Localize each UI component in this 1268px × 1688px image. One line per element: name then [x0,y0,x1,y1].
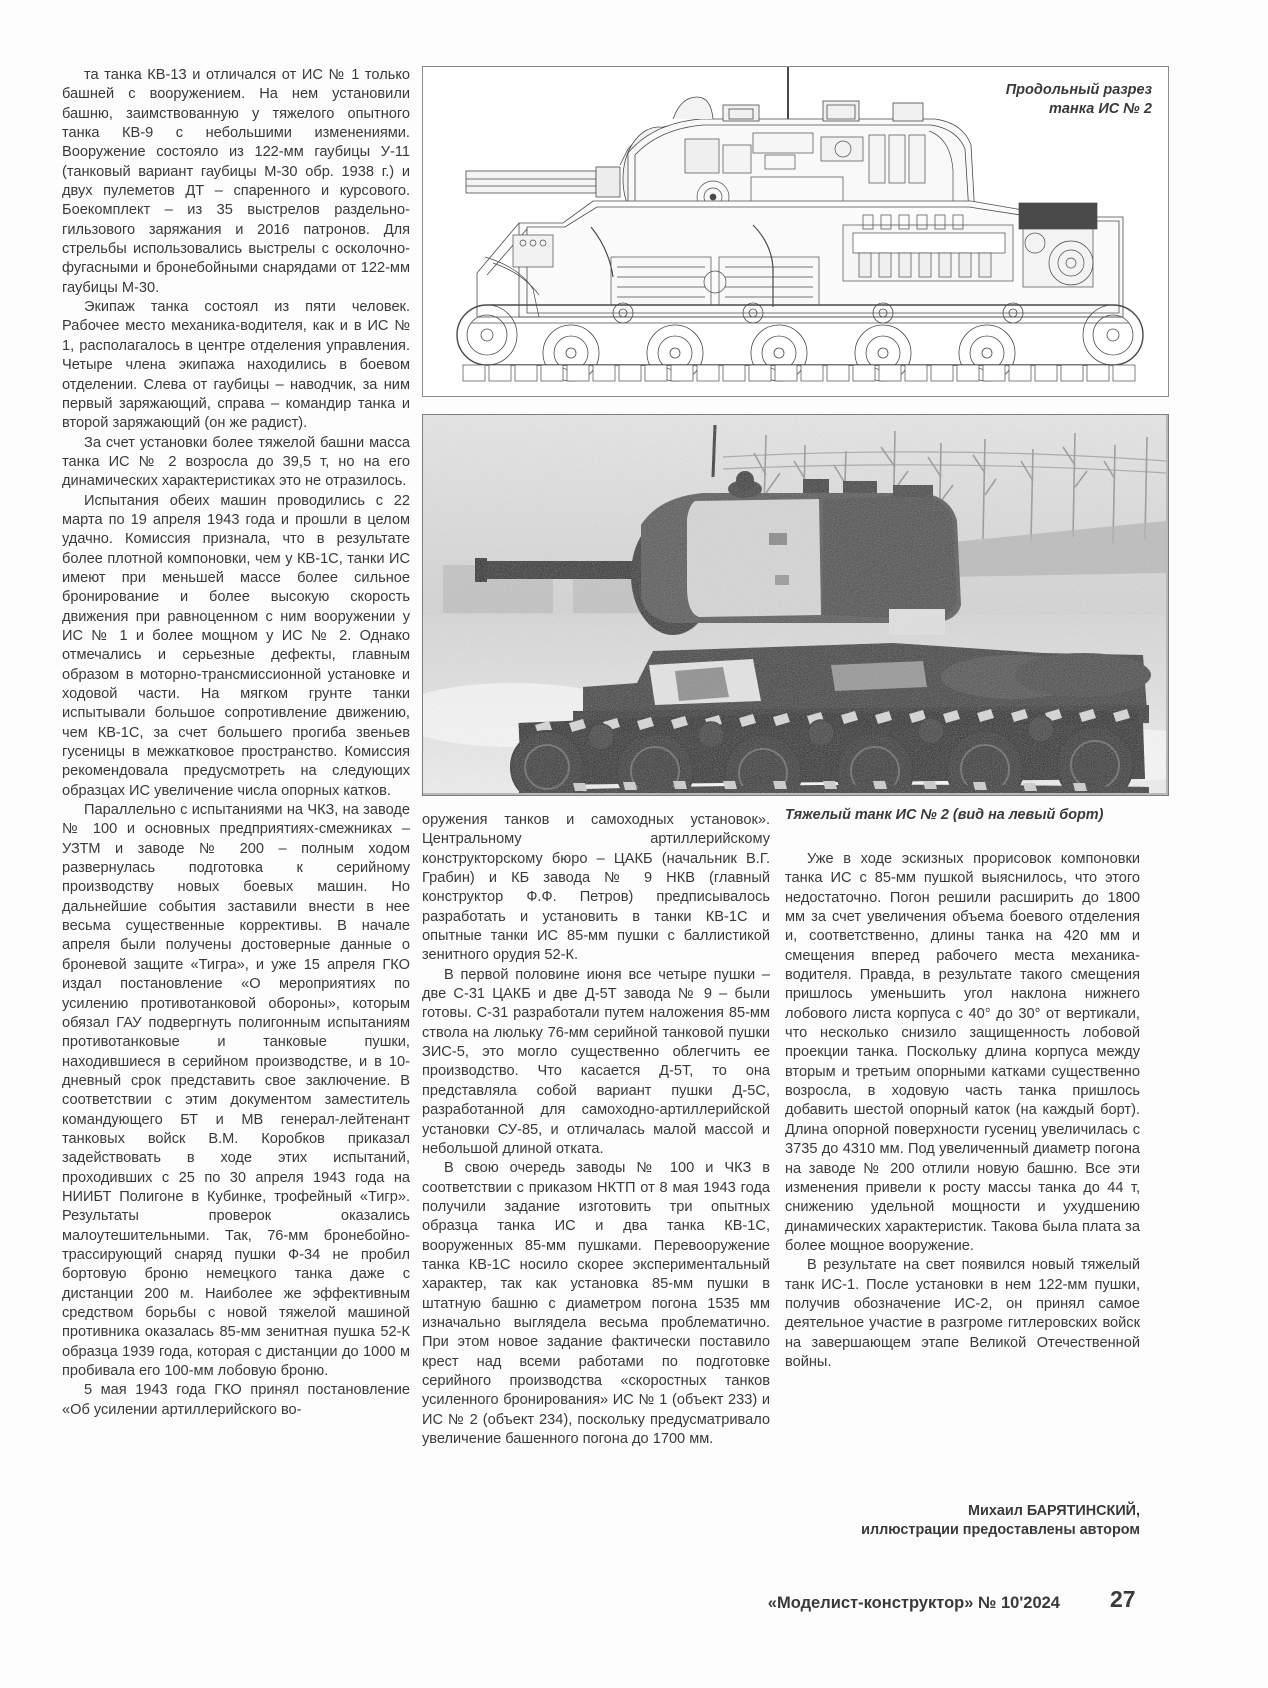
byline-author: Михаил БАРЯТИНСКИЙ, [968,1503,1140,1519]
article-byline [785,1502,1140,1541]
paragraph: В первой половине июня все четыре пушки – две С-31 ЦАКБ и две Д-5Т завода № 9 – были готовы. С-31 разработали путем наложения 85-мм ствола на люльку 76-мм серийной танковой пушки ЗИС-5, это могло существенно облегчить ее производство. Что касается Д-5Т, то она представляла собой вариант пушки Д-5С, разработанной для самоходно-артиллерийской установки СУ-85, и отличалась малой массой и небольшой длиной отката. [422,966,770,1157]
technical-drawing-figure [422,66,1169,397]
paragraph: За счет установки более тяжелой башни масса танка ИС № 2 возросла до 39,5 т, но на его динамических характеристиках это не отразилось. [62,434,410,490]
footer-journal-title: «Моделист-конструктор» № 10'2024 [767,1594,1060,1612]
paragraph: 5 мая 1943 года ГКО принял постановление «Об усилении артиллерийского во- [62,1382,410,1418]
photo-caption: Тяжелый танк ИС № 2 (вид на левый борт) [785,807,1104,823]
drawing-caption-line-1: Продольный разрез [1005,82,1152,98]
paragraph: оружения танков и самоходных установок». Центральному артиллерийскому конструкторскому бюро – ЦАКБ (начальник В.Г. Грабин) и КБ завода № 9 НКВ (главный конструктор Ф.Ф. Петров) предписывалось разработать и установить в танки КВ-1С и опытные танки ИС 85-мм пушки с баллистикой зенитного орудия 52-К. [422,812,770,964]
photo-heavy-tank-is-2-left-side-view [423,415,1166,793]
text-column-middle [422,811,770,1449]
tank-photograph-figure [422,414,1169,796]
paragraph: та танка КВ-13 и отличался от ИС № 1 только башней с вооружением. На нем установили башню, заимствованную у тяжелого опытного танка КВ-9 с небольшими изменениями. Вооружение состояло из 122-мм гаубицы У-11 (танковый вариант гаубицы М-30 обр. 1938 г.) и двух пулеметов ДТ – спаренного и курсового. Боекомплект – из 35 выстрелов раздельно-гильзового заряжания и 2016 патронов. Для стрельбы использовались выстрелы с осколочно-фугасными и бронебойными снарядами от 122-мм гаубицы М-30. [62,67,410,296]
drawing-caption-line-2: танка ИС № 2 [1049,101,1152,117]
paragraph: Уже в ходе эскизных прорисовок компоновки танка ИС с 85-мм пушкой выяснилось, что этого недостаточно. Погон решили расширить до 1800 мм за счет увеличения объема боевого отделения и, соответственно, длины танка на 420 мм и смещения вперед рабочего места механика-водителя. Правда, в результате такого смещения пришлось уменьшить угол наклона нижнего лобового листа корпуса с 40° до 30° от вертикали, что несколько снизило защищенность лобовой проекции танка. Поскольку длина корпуса между вторым и третьим опорными катками существенно возросла, в ходовую часть танка пришлось добавить шестой опорный каток (на каждый борт). Длина опорной поверхности гусениц увеличилась с 3735 до 4310 мм. Под увеличенный диаметр погона на заводе № 200 отлили новую башню. Все эти изменения привели к росту массы танка до 44 т, снижению удельной мощности и ухудшению динамических характеристик. Такова была плата за более мощное вооружение. [785,851,1140,1254]
drawing-caption [1006,81,1152,119]
text-column-right [785,850,1140,1372]
text-column-left [62,66,410,1420]
paragraph: Испытания обеих машин проводились с 22 марта по 19 апреля 1943 года и прошли в целом удачно. Комиссия признала, что в результате более плотной компоновки, чем у КВ-1С, танки ИС имеют при меньшей массе более сильное бронирование и более высокую скорость движения при равноценном с ним вооружении у ИС № 1 и более мощном у ИС № 2. Однако отмечались и серьезные дефекты, главным образом в моторно-трансмиссионной установке и ходовой части. На мягком грунте танки испытывали большое сопротивление движению, чем КВ-1С, за счет большего прогиба звеньев гусеницы в межкатковое пространство. Комиссия рекомендовала предусмотреть на следующих образцах ИС увеличение числа опорных катков. [62,492,410,799]
paragraph: В результате на свет появился новый тяжелый танк ИС-1. После установки в нем 122-мм пушки, получив обозначение ИС-2, он принял самое деятельное участие в разгроме гитлеровских войск на завершающем этапе Великой Отечественной войны. [785,1257,1140,1370]
page-number: 27 [1110,1586,1136,1612]
paragraph: Экипаж танка состоял из пяти человек. Рабочее место механика-водителя, как и в ИС № 1, располагалось в центре отделения управления. Четыре члена экипажа находились в боевом отделении. Слева от гаубицы – наводчик, за ним первый заряжающий, справа – командир танка и второй заряжающий (он же радист). [62,299,410,432]
paragraph: В свою очередь заводы № 100 и ЧКЗ в соответствии с приказом НКТП от 8 мая 1943 года получили задание изготовить три опытных образца танка ИС и два танка КВ-1С, вооруженных 85-мм пушками. Перевооружение танка КВ-1С носило скорее экспериментальный характер, так как установка 85-мм пушки в штатную башню с диаметром погона 1535 мм изначально выглядела весьма проблематично. При этом новое задание фактически поставило крест над всеми работами по подготовке серийного производства «скоростных танков усиленного бронирования» ИС № 1 (объект 233) и ИС № 2 (объект 234), поскольку предусматривало увеличение башенного погона до 1700 мм. [422,1160,770,1447]
byline-credit: иллюстрации предоставлены автором [861,1522,1140,1539]
paragraph: Параллельно с испытаниями на ЧКЗ, на заводе № 100 и основных предприятиях-смежниках – УЗТМ и заводе № 200 – полным ходом развернулась подготовка к серийному производству новых боевых машин. Но дальнейшие события заставили внести в нее весьма существенные коррективы. В начале апреля были получены достоверные данные о броневой защите «Тигра», и уже 15 апреля ГКО издал постановление «О мероприятиях по усилению противотанковой обороны», которым обязал ГАУ подвергнуть полигонным испытаниям противотанковые и танковые пушки, находившиеся в серийном производстве, и в 10-дневный срок представить свое заключение. В соответствии с этим документом заместитель командующего БТ и МВ генерал-лейтенант танковых войск В.М. Коробков приказал задействовать в ходе этих испытаний, проходивших с 25 по 30 апреля 1943 года на НИИБТ Полигоне в Кубинке, трофейный «Тигр». Результаты проверок оказались малоутешительными. Так, 76-мм бронебойно-трассирующий снаряд пушки Ф-34 не пробил бортовую броню немецкого танка даже с дистанции 200 м. Наиболее же эффективным средством борьбы с новой тяжелой машиной противника оказалась 85-мм зенитная пушка 52-К образца 1939 года, которая с дистанции до 1000 м пробивала его 100-мм лобовую броню. [62,802,410,1380]
